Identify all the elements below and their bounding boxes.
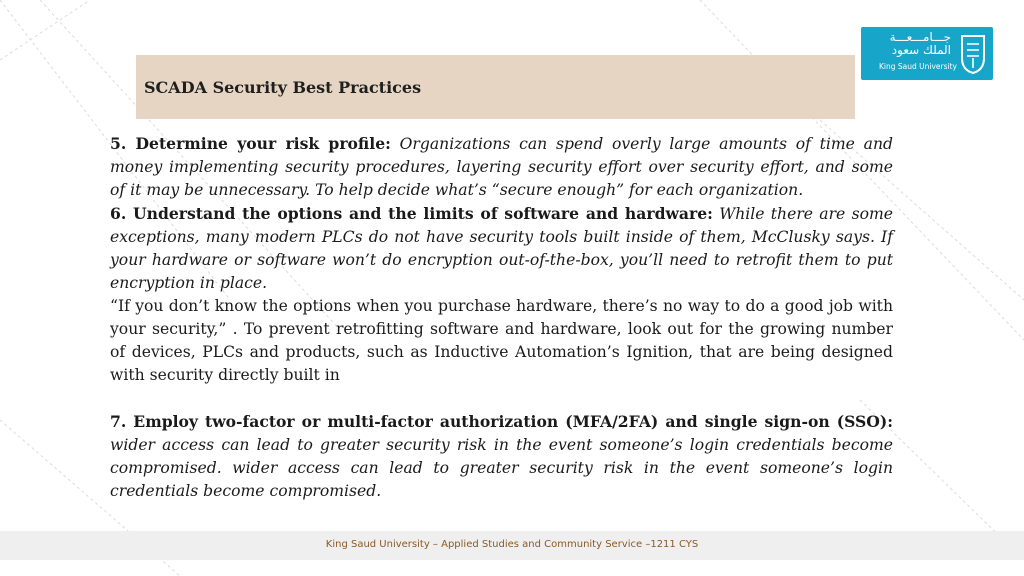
slide-content: [110, 132, 893, 503]
item-6-body: While there are some exceptions, many modern PLCs do not have security tools built inside of them, McClusky says. If your hardware or software won’t do encryption out-of-the-box, you’ll need to retrofit them to put encryption in place.: [110, 205, 893, 292]
item-7-body: wider access can lead to greater security risk in the event someone’s login credentials become compromised. wider access can lead to greater security risk in the event someone’s login credentials become compromised.: [110, 436, 893, 500]
logo-english-name: King Saud University: [879, 62, 957, 71]
logo-arabic-line2: الملك سعود: [891, 43, 951, 57]
item-6-quote: “If you don’t know the options when you purchase hardware, there’s no way to do a good job with your security,” . To prevent retrofitting software and hardware, look out for the growing number of devices, PLCs and products, such as Inductive Automation’s Ignition, that are being designed with security directly built in: [110, 297, 893, 384]
logo-arabic-line1: جـــامـــعـــة: [889, 30, 951, 44]
slide-title: SCADA Security Best Practices: [144, 78, 422, 97]
footer-text: King Saud University – Applied Studies and Community Service –1211 CYS: [325, 539, 699, 550]
university-logo: [861, 27, 993, 80]
item-7: [110, 410, 893, 503]
title-bar: [136, 55, 855, 119]
ksu-emblem-icon: [958, 32, 988, 75]
item-5-heading: 5. Determine your risk profile:: [110, 134, 391, 153]
paragraph-gap: [110, 387, 893, 410]
item-5-body: Organizations can spend overly large amounts of time and money implementing security procedures, layering security effort over security effort, and some of it may be unnecessary. To help decide what’s “secure enough” for each organization.: [110, 135, 893, 199]
item-6: [110, 202, 893, 295]
item-6-heading: 6. Understand the options and the limits of software and hardware:: [110, 204, 713, 223]
item-7-heading: 7. Employ two-factor or multi-factor authorization (MFA/2FA) and single sign-on (SSO):: [110, 412, 893, 431]
item-5: [110, 132, 893, 202]
